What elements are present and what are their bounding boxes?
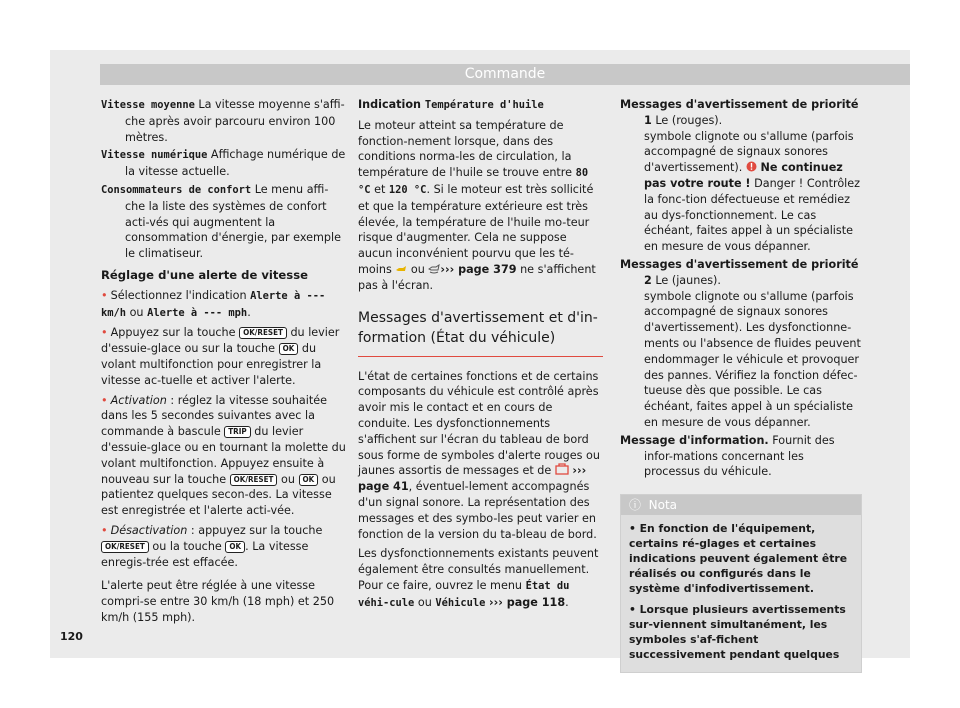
- code: Alerte à --- mph: [147, 306, 248, 319]
- oil-warning-icon: [395, 264, 407, 274]
- bullet-item: [101, 288, 346, 322]
- bullet-icon: •: [629, 522, 636, 536]
- def-vitesse-numerique: [101, 147, 346, 180]
- section-title: Messages d'avertissement et d'in-formation (État du véhicule): [358, 308, 603, 357]
- key-icon: TRIP: [224, 426, 250, 438]
- text: . La vitesse enregis-trée est effacée.: [101, 539, 309, 569]
- text: , éventuel-lement accompagnés d'un signal sonore. La représentation des messages et des symbo-les peut varier en fonction de la version du ta-bleau de bord.: [358, 480, 597, 541]
- page-header: [100, 64, 910, 85]
- note-title: Nota: [648, 498, 678, 513]
- def-text: Affichage numérique de la vitesse actuelle.: [125, 148, 346, 179]
- paragraph-menu: [358, 546, 603, 611]
- term-color: Le (rouges).: [651, 113, 723, 127]
- text: Le moteur atteint sa température de fonction-nement lorsque, dans des conditions norma-les de circulation, la température de l'huile se trouve entre: [358, 118, 576, 180]
- subheading-reglage: Réglage d'une alerte de vitesse: [101, 267, 308, 282]
- text: et: [370, 182, 389, 196]
- text: Lorsque plusieurs avertissements sur-viennent simultanément, les symboles s'af-fichent successivement pendant quelques: [629, 603, 846, 662]
- bullet-item: [101, 393, 346, 519]
- key-icon: OK: [279, 343, 299, 355]
- page-reference: ››› page 41: [358, 464, 587, 494]
- page-number: 120: [60, 630, 83, 643]
- text: ou: [414, 595, 436, 609]
- text: L'état de certaines fonctions et de certains composants du véhicule est contrôlé après avoir mis le contact et en cours de conduite. Les dysfonctionnements s'affichent sur l'écran du tableau de bord sous forme de symboles d'alerte rouges ou jaunes assortis de messages et de: [358, 369, 600, 478]
- def-priority-1: [620, 97, 862, 255]
- book-icon: [555, 463, 569, 475]
- note-item: [629, 602, 853, 662]
- key-icon: OK/RESET: [230, 474, 278, 486]
- text: ou: [407, 262, 429, 276]
- text: ou: [277, 472, 299, 486]
- paragraph-final: L'alerte peut être réglée à une vitesse compri-se entre 30 km/h (18 mph) et 250 km/h (155 mph).: [101, 579, 335, 624]
- code: 120 °C: [388, 183, 427, 196]
- def-information: [620, 433, 862, 480]
- term: Messages d'avertissement de priorité 1: [620, 98, 859, 127]
- bullet-icon: •: [101, 523, 108, 537]
- bullet-item: [101, 523, 346, 570]
- text: du volant multifonction pour enregistrer la vitesse ac-tuelle et activer l'alerte.: [101, 342, 322, 387]
- term: Consommateurs de confort: [101, 183, 252, 196]
- column-middle: [358, 97, 603, 616]
- term-color: Le (jaunes).: [651, 273, 721, 287]
- label: Activation: [110, 393, 167, 407]
- text: En fonction de l'équipement, certains ré-glages et certaines indications peuvent également être réalisés ou configurés dans le système d'infodivertissement.: [629, 522, 848, 596]
- note-box: [620, 494, 862, 673]
- bullet-icon: •: [101, 288, 108, 302]
- key-icon: OK/RESET: [101, 541, 149, 553]
- def-vitesse-moyenne: [101, 97, 346, 145]
- red-alert-icon: [746, 161, 757, 172]
- text: ne s'affichent pas à l'écran.: [358, 262, 596, 292]
- term: Vitesse numérique: [101, 149, 208, 162]
- paragraph-oil: [358, 118, 603, 294]
- def-text: La vitesse moyenne s'affi-che après avoir parcouru environ 100 mètres.: [125, 98, 345, 144]
- text: du levier d'essuie-glace ou en tournant la molette du volant multifonction. Appuyez ensuite à nouveau sur la touche: [101, 425, 346, 486]
- text: . Si le moteur est très sollicité et que la température extérieure est très élevée, la température de l'huile mo-teur risque d'augmenter. Cela ne suppose aucun inconvénient pourvu que les té-moins: [358, 182, 594, 276]
- oil-level-icon: [428, 264, 440, 274]
- def-priority-2: [620, 257, 862, 431]
- def-consommateurs: [101, 182, 346, 262]
- note-body: [621, 515, 861, 672]
- code: Température d'huile: [424, 99, 544, 111]
- text: du levier d'essuie-glace ou sur la touche: [101, 326, 340, 356]
- text: Les dysfonctionnements existants peuvent également être consultés manuellement. Pour ce faire, ouvrez le menu: [358, 547, 599, 592]
- page-reference: ››› page 118: [488, 595, 566, 609]
- info-icon: ⓘ: [629, 498, 642, 513]
- term: Message d'information.: [620, 433, 769, 447]
- emphasis: Ne continuez pas votre route !: [644, 161, 843, 190]
- def-text: Le menu affi-che la liste des systèmes de confort acti-vés qui augmentent la consommation d'énergie, par exemple le climatiseur.: [125, 182, 341, 261]
- def-text: Danger ! Contrôlez la fonc-tion défectueuse et remédiez au dys-fonctionnement. Le cas échéant, faites appel à un spécialiste en mesure de vous dépanner.: [644, 176, 861, 254]
- subheading-oil: [358, 97, 603, 114]
- key-icon: OK: [299, 474, 319, 486]
- def-text: Fournit des infor-mations concernant les processus du véhicule.: [644, 433, 835, 479]
- header-title: Commande: [464, 66, 546, 82]
- paragraph-etat: [358, 369, 603, 543]
- def-text: symbole clignote ou s'allume (parfois accompagné de signaux sonores d'avertissement).: [644, 129, 854, 175]
- note-header: [621, 495, 861, 515]
- bullet-icon: •: [629, 603, 636, 617]
- text: Sélectionnez l'indication: [110, 288, 251, 302]
- bullet-item: [101, 325, 346, 388]
- text: ou patientez quelques secon-des. La vitesse est enregistrée et l'alerte acti-vée.: [101, 472, 336, 518]
- code: Véhicule: [435, 596, 486, 609]
- bullet-icon: •: [101, 326, 108, 340]
- key-icon: OK/RESET: [239, 327, 287, 339]
- term: Messages d'avertissement de priorité 2: [620, 257, 859, 287]
- code: État du véhi-cule: [358, 579, 570, 609]
- text: ou la touche: [148, 539, 226, 553]
- label: Désactivation: [110, 523, 188, 537]
- column-right: [620, 97, 862, 673]
- column-left: [101, 97, 346, 630]
- text: .: [247, 305, 251, 319]
- note-item: [629, 521, 853, 596]
- code: 80 °C: [358, 167, 589, 196]
- def-text: symbole clignote ou s'allume (parfois accompagné de signaux sonores d'avertissement). Les dysfonctionne-ments ou l'absence de fluides peuvent endommager le véhicule et provoquer des pannes. Vérifiez la fonction défec-tueuse dès que possible. Le cas échéant, faites appel à un spécialiste en mesure de vous dépanner.: [644, 289, 861, 429]
- text: : réglez la vitesse souhaitée dans les 5 secondes suivantes avec la commande à bascule: [101, 393, 328, 439]
- text: Indication: [358, 98, 425, 111]
- key-icon: OK: [225, 541, 245, 553]
- text: ou: [126, 305, 148, 319]
- text: : appuyez sur la touche: [187, 523, 323, 537]
- text: Appuyez sur la touche: [110, 326, 240, 340]
- term: Vitesse moyenne: [101, 99, 195, 111]
- text: .: [565, 595, 569, 609]
- code: Alerte à --- km/h: [101, 289, 326, 319]
- bullet-icon: •: [101, 393, 108, 407]
- page-reference: ››› page 379: [440, 262, 517, 276]
